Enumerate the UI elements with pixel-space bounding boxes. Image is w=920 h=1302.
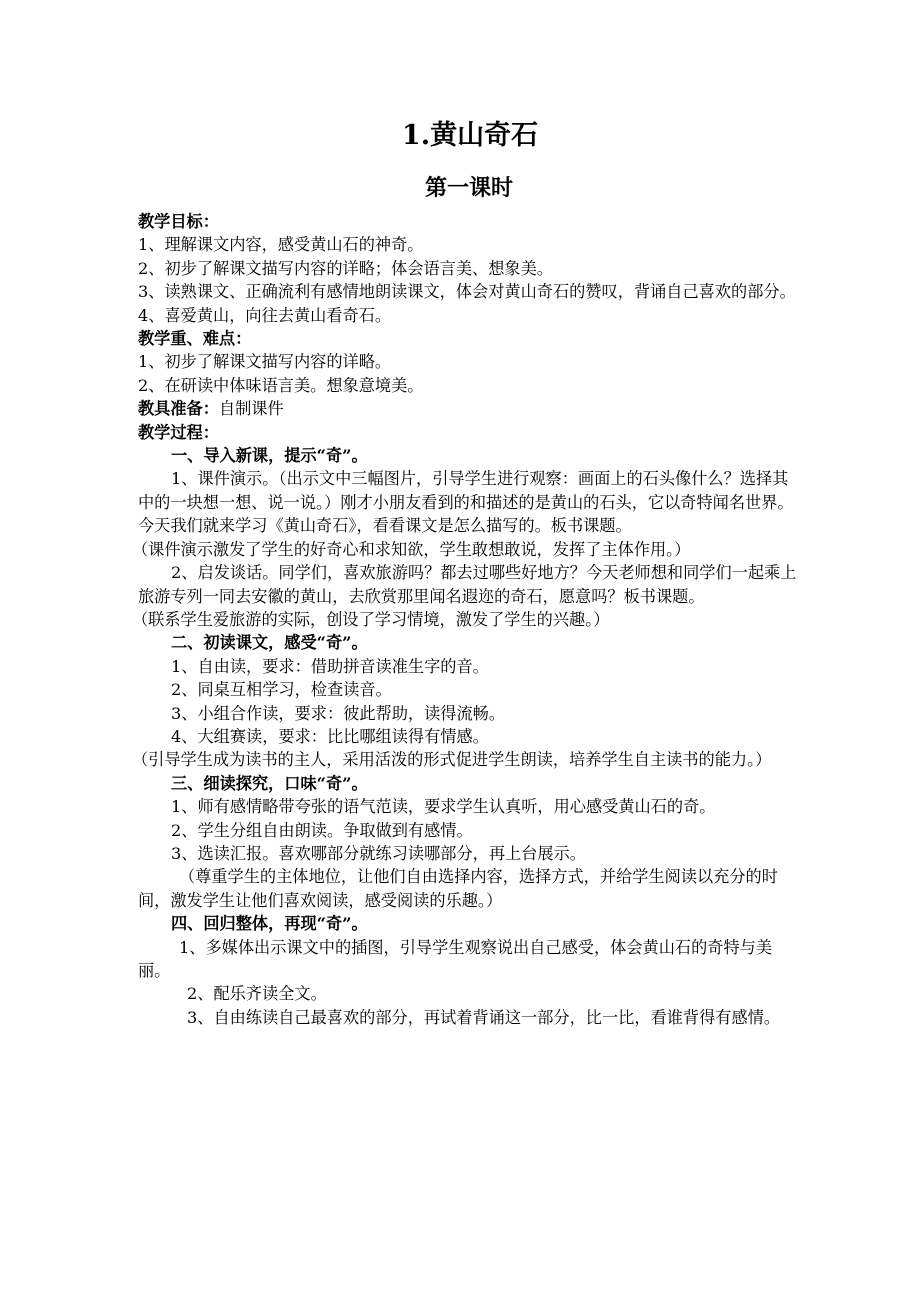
section-paragraph: 1、课件演示。（出示文中三幅图片，引导学生进行观察：画面上的石头像什么？选择其中的一块想一想、说一说。）刚才小朋友看到的和描述的是黄山的石头，它以奇特闻名世界。今天我们就来学习《黄山奇石》，看看课文是怎么描写的。板书课题。 bbox=[138, 469, 794, 536]
key-points-heading: 教学重、难点： bbox=[138, 329, 252, 349]
section-heading: 四、回归整体，再现“奇”。 bbox=[171, 914, 368, 934]
teaching-note: （引导学生成为读书的主人，采用活泼的形式促进学生朗读，培养学生自主读书的能力。） bbox=[132, 750, 772, 770]
document-body bbox=[132, 210, 800, 1029]
section-paragraph: 4、大组赛读，要求：比比哪组读得有情感。 bbox=[171, 726, 489, 746]
objectives-heading: 教学目标： bbox=[138, 212, 219, 231]
key-point-item: 2、在研读中体味语言美。想象意境美。 bbox=[138, 375, 424, 395]
section-paragraph: 2、启发谈话。同学们，喜欢旅游吗？都去过哪些好地方？今天老师想和同学们一起乘上旅游专列一同去安徽的黄山，去欣赏那里闻名遐迩的奇石，愿意吗？板书课题。 bbox=[138, 563, 797, 606]
section-paragraph: 1、自由读，要求：借助拼音读准生字的音。 bbox=[171, 656, 489, 676]
key-point-item: 1、初步了解课文描写内容的详略。 bbox=[138, 352, 392, 372]
process-heading: 教学过程： bbox=[138, 422, 219, 442]
teaching-note: （联系学生爱旅游的实际，创设了学习情境，激发了学生的兴趣。） bbox=[132, 609, 610, 629]
materials-line bbox=[138, 397, 800, 420]
section-paragraph: 3、选读汇报。喜欢哪部分就练习读哪部分，再上台展示。 bbox=[171, 843, 586, 863]
objective-item: 4、喜爱黄山，向往去黄山看奇石。 bbox=[138, 305, 392, 325]
section-paragraph: 1、多媒体出示课文中的插图，引导学生观察说出自己感受，体会黄山石的奇特与美丽。 bbox=[138, 937, 773, 980]
materials-value: 自制课件 bbox=[218, 399, 284, 419]
section-paragraph: 3、自由练读自己最喜欢的部分，再试着背诵这一部分，比一比，看谁背得有感情。 bbox=[187, 1007, 781, 1027]
objective-item: 1、理解课文内容，感受黄山石的神奇。 bbox=[138, 235, 424, 255]
section-paragraph: 2、学生分组自由朗读。争取做到有感情。 bbox=[171, 820, 473, 840]
section-heading: 一、导入新课，提示“奇”。 bbox=[171, 446, 368, 466]
section-paragraph: 2、配乐齐读全文。 bbox=[187, 984, 327, 1004]
section-heading: 三、细读探究，口味“奇”。 bbox=[171, 773, 368, 793]
lesson-subtitle: 第一课时 bbox=[424, 175, 513, 201]
objective-item: 3、读熟课文、正确流利有感情地朗读课文，体会对黄山奇石的赞叹，背诵自己喜欢的部分。 bbox=[138, 282, 796, 302]
lesson-title: 1.黄山奇石 bbox=[401, 120, 539, 151]
section-paragraph: 1、师有感情略带夸张的语气范读，要求学生认真听，用心感受黄山石的奇。 bbox=[171, 797, 716, 817]
materials-label: 教具准备： bbox=[138, 399, 219, 419]
section-paragraph: 3、小组合作读，要求：彼此帮助，读得流畅。 bbox=[171, 703, 506, 723]
section-heading: 二、初读课文，感受“奇”。 bbox=[171, 633, 368, 653]
section-paragraph: 2、同桌互相学习，检查读音。 bbox=[171, 680, 392, 700]
teaching-note: （课件演示激发了学生的好奇心和求知欲，学生敢想敢说，发挥了主体作用。） bbox=[132, 539, 691, 559]
objective-item: 2、初步了解课文描写内容的详略；体会语言美、想象美。 bbox=[138, 258, 553, 278]
teaching-note: （尊重学生的主体地位，让他们自由选择内容，选择方式，并给学生阅读以充分的时间，激发学生让他们喜欢阅读，感受阅读的乐趣。） bbox=[138, 867, 778, 910]
